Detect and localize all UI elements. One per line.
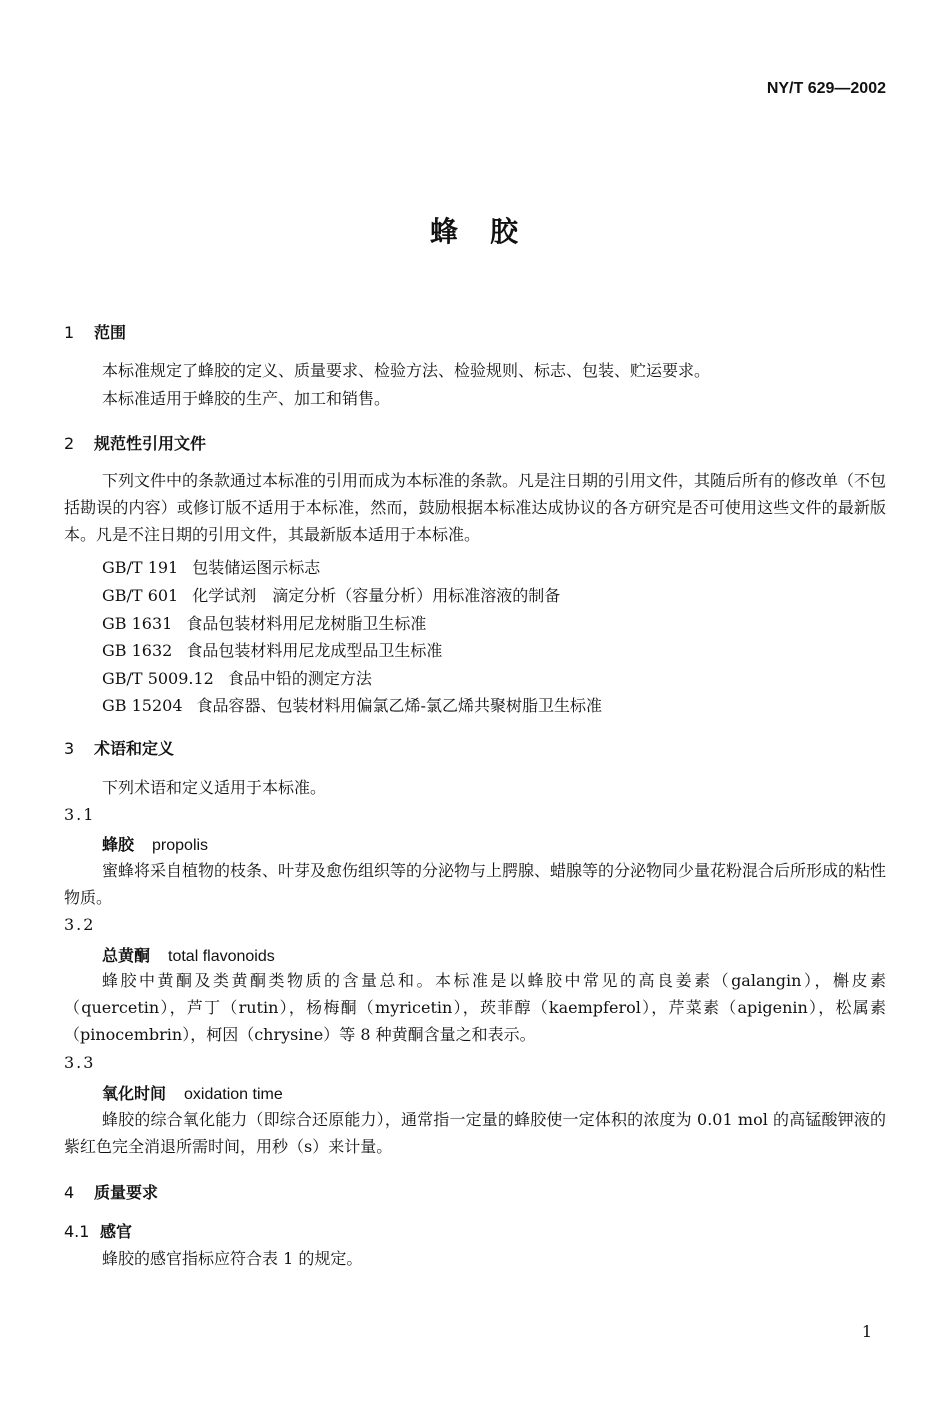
section-number: 3 [64,739,75,758]
reference-title: 包装储运图示标志 [192,558,321,577]
section-title: 质量要求 [94,1183,159,1202]
term-definition: 蜜蜂将采自植物的枝条、叶芽及愈伤组织等的分泌物与上腭腺、蜡腺等的分泌物同少量花粉混合后所形成的粘性物质。 [64,861,887,907]
reference-item [102,555,320,578]
term-chinese: 总黄酮 [102,946,151,965]
scope-paragraph-2: 本标准适用于蜂胶的生产、加工和销售。 [102,389,391,408]
section-title: 规范性引用文件 [94,434,207,453]
standard-code: NY/T 629—2002 [766,80,886,97]
document-title: 蜂 胶 [429,215,520,248]
page-number: 1 [861,1322,872,1341]
reference-title: 食品包装材料用尼龙树脂卫生标准 [186,614,427,633]
section-2-heading [64,431,206,454]
reference-title: 食品容器、包装材料用偏氯乙烯-氯乙烯共聚树脂卫生标准 [196,696,602,715]
term-english: propolis [152,837,209,854]
reference-item [102,638,442,661]
subsection-title: 感官 [100,1222,133,1241]
section-number: 2 [64,434,75,453]
term-heading [102,832,208,855]
reference-code: GB/T 601 [102,586,179,605]
reference-item [102,611,426,634]
term-number: 3.2 [64,915,96,934]
term-definition: 蜂胶中黄酮及类黄酮类物质的含量总和。本标准是以蜂胶中常见的高良姜素（galangin），槲皮素（quercetin），芦丁（rutin），杨梅酮（myricetin），莰菲醇（kaempferol），芹菜素（apigenin），松属素（pinocembrin），柯因（chrysine）等 8 种黄酮含量之和表示。 [64,971,886,1044]
term-english: oxidation time [184,1086,283,1103]
term-number: 3.3 [64,1053,96,1072]
section-4-heading [64,1180,158,1203]
term-definition: 蜂胶的综合氧化能力（即综合还原能力），通常指一定量的蜂胶使一定体积的浓度为 0.01 mol 的高锰酸钾液的紫红色完全消退所需时间，用秒（s）来计量。 [64,1110,886,1156]
reference-item [102,693,602,716]
scope-paragraph-1: 本标准规定了蜂胶的定义、质量要求、检验方法、检验规则、标志、包装、贮运要求。 [102,361,711,380]
term-heading [102,1081,283,1104]
section-title: 术语和定义 [94,739,175,758]
reference-title: 食品包装材料用尼龙成型品卫生标准 [186,641,443,660]
reference-code: GB/T 5009.12 [102,669,214,688]
term-number: 3.1 [64,805,96,824]
section-title: 范围 [94,323,127,342]
term-english: total flavonoids [168,948,275,965]
references-intro-paragraph: 下列文件中的条款通过本标准的引用而成为本标准的条款。凡是注日期的引用文件，其随后所有的修改单（不包括勘误的内容）或修订版不适用于本标准，然而，鼓励根据本标准达成协议的各方研究是否可使用这些文件的最新版本。凡是不注日期的引用文件，其最新版本适用于本标准。 [64,471,887,544]
reference-item [102,583,560,606]
reference-code: GB 1631 [102,614,173,633]
term-heading [102,943,275,966]
sensory-paragraph: 蜂胶的感官指标应符合表 1 的规定。 [102,1249,363,1268]
reference-code: GB 1632 [102,641,173,660]
reference-title: 化学试剂 滴定分析（容量分析）用标准溶液的制备 [192,586,561,605]
term-chinese: 氧化时间 [102,1084,167,1103]
reference-code: GB/T 191 [102,558,179,577]
reference-title: 食品中铅的测定方法 [227,669,372,688]
section-number: 4 [64,1183,75,1202]
section-3-heading [64,736,174,759]
reference-code: GB 15204 [102,696,183,715]
section-number: 1 [64,323,75,342]
terms-intro-paragraph: 下列术语和定义适用于本标准。 [102,778,327,797]
term-chinese: 蜂胶 [102,835,135,854]
subsection-4-1-heading [64,1219,132,1242]
subsection-number: 4.1 [64,1222,90,1241]
reference-item [102,666,372,689]
section-1-heading [64,320,126,343]
